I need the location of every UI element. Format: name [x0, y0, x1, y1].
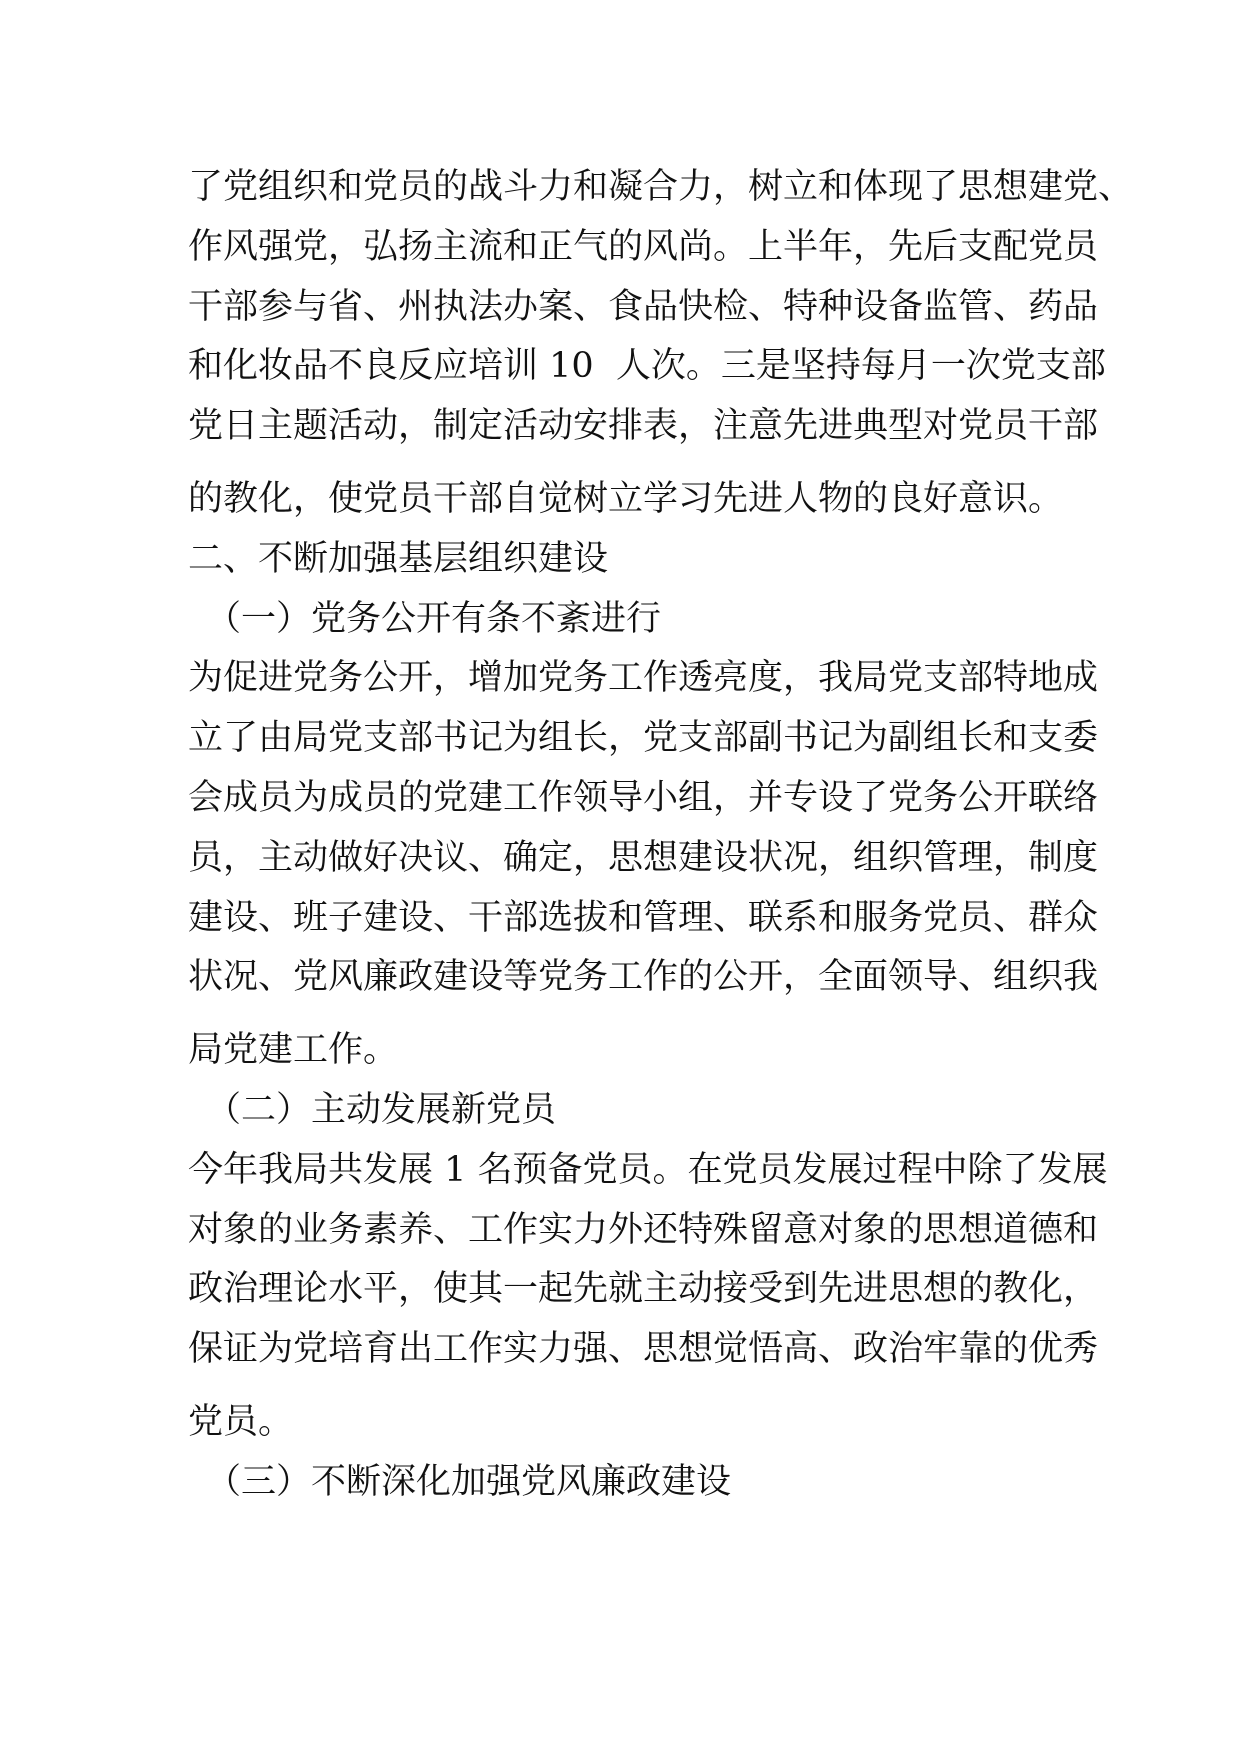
- paragraph-new-members: [188, 1141, 1108, 1453]
- subsection-heading: （三）不断深化加强党风廉政建设: [206, 1461, 732, 1502]
- text-line: 党日主题活动，制定活动安排表，注意先进典型对党员干部: [188, 406, 1099, 447]
- section-heading: 二、不断加强基层组织建设: [188, 538, 609, 579]
- subsection-heading: （二）主动发展新党员: [206, 1089, 557, 1130]
- text-line: 立了由局党支部书记为组长，党支部副书记为副组长和支委: [188, 718, 1099, 759]
- text-line: 作风强党，弘扬主流和正气的风尚。上半年，先后支配党员: [188, 226, 1099, 267]
- text-line: 今年我局共发展 1 名预备党员。在党员发展过程中除了发展: [188, 1149, 1108, 1190]
- text-line: 对象的业务素养、工作实力外还特殊留意对象的思想道德和: [188, 1209, 1099, 1250]
- text-line: 建设、班子建设、干部选拔和管理、联系和服务党员、群众: [188, 897, 1099, 938]
- text-line: 和化妆品不良反应培训 10 人次。三是坚持每月一次党支部: [188, 346, 1106, 387]
- text-line: 了党组织和党员的战斗力和凝合力，树立和体现了思想建党、: [188, 167, 1134, 207]
- text-line: 局党建工作。: [188, 1030, 399, 1071]
- text-line: 状况、党风廉政建设等党务工作的公开，全面领导、组织我: [188, 957, 1099, 998]
- document-body: [188, 158, 1134, 1513]
- text-line: 的教化，使党员干部自觉树立学习先进人物的良好意识。: [188, 478, 1064, 519]
- text-line: 党员。: [188, 1401, 294, 1442]
- text-line: 干部参与省、州执法办案、食品快检、特种设备监管、药品: [188, 286, 1099, 327]
- text-line: 政治理论水平，使其一起先就主动接受到先进思想的教化，: [188, 1269, 1099, 1310]
- subsection-heading: （一）党务公开有条不紊进行: [206, 598, 662, 639]
- paragraph-party-affairs: [188, 649, 1099, 1081]
- paragraph-continued: [188, 158, 1134, 530]
- text-line: 保证为党培育出工作实力强、思想觉悟高、政治牢靠的优秀: [188, 1329, 1099, 1370]
- text-line: 会成员为成员的党建工作领导小组，并专设了党务公开联络: [188, 777, 1099, 818]
- text-line: 为促进党务公开，增加党务工作透亮度，我局党支部特地成: [188, 658, 1099, 699]
- text-line: 员，主动做好决议、确定，思想建设状况，组织管理，制度: [188, 837, 1099, 878]
